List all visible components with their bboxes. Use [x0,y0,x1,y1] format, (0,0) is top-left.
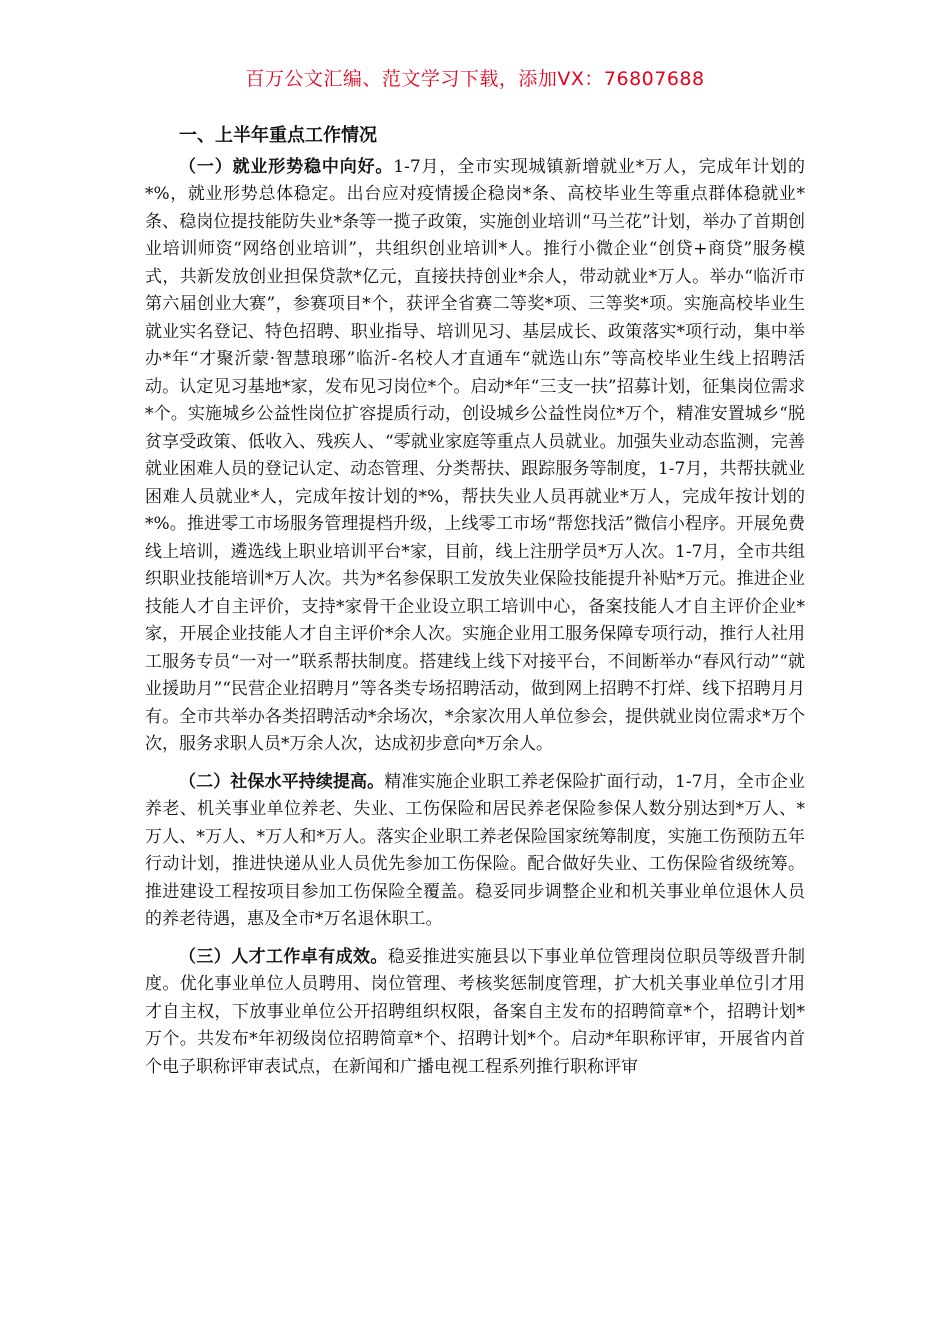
paragraph-text: 1-7月，全市实现城镇新增就业*万人，完成年计划的*%，就业形势总体稳定。出台应对疫情援企稳岗*条、高校毕业生等重点群体稳就业*条、稳岗位提技能防失业*条等一揽子政策，实施创业培训“马兰花”计划，举办了首期创业培训师资“网络创业培训”，共组织创业培训*人。推行小微企业“创贷+商贷”服务模式，共新发放创业担保贷款*亿元，直接扶持创业*余人，带动就业*万人。举办“临沂市第六届创业大赛”，参赛项目*个，获评全省赛二等奖*项、三等奖*项。实施高校毕业生就业实名登记、特色招聘、职业指导、培训见习、基层成长、政策落实*项行动，集中举办*年“才聚沂蒙·智慧琅琊”临沂-名校人才直通车“就选山东”等高校毕业生线上招聘活动。认定见习基地*家，发布见习岗位*个。启动*年“三支一扶”招募计划，征集岗位需求*个。实施城乡公益性岗位扩容提质行动，创设城乡公益性岗位*万个，精准安置城乡“脱贫享受政策、低收入、残疾人、“零就业家庭等重点人员就业。加强失业动态监测，完善就业困难人员的登记认定、动态管理、分类帮扶、跟踪服务等制度，1-7月，共帮扶就业困难人员就业*人，完成年按计划的*%，帮扶失业人员再就业*万人，完成年按计划的*%。推进零工市场服务管理提档升级，上线零工市场“帮您找活”微信小程序。开展免费线上培训，遴选线上职业培训平台*家，目前，线上注册学员*万人次。1-7月，全市共组织职业技能培训*万人次。共为*名参保职工发放失业保险技能提升补贴*万元。推进企业技能人才自主评价，支持*家骨干企业设立职工培训中心，备案技能人才自主评价企业*家，开展企业技能人才自主评价*余人次。实施企业用工服务保障专项行动，推行人社用工服务专员“一对一”联系帮扶制度。搭建线上线下对接平台，不间断举办“春风行动”“就业援助月”“民营企业招聘月”等各类专场招聘活动，做到网上招聘不打烊、线下招聘月月有。全市共举办各类招聘活动*余场次，*余家次用人单位参会，提供就业岗位需求*万个次，服务求职人员*万余人次，达成初步意向*万余人。 [145,156,806,754]
paragraph-lead: （二）社保水平持续提高。 [179,771,385,792]
paragraph-employment [145,154,805,759]
section-heading: 一、上半年重点工作情况 [179,125,377,146]
paragraph-social-security [145,769,805,934]
paragraph-text: 稳妥推进实施县以下事业单位管理岗位职员等级晋升制度。优化事业单位人员聘用、岗位管理、考核奖惩制度管理，扩大机关事业单位引才用才自主权，下放事业单位公开招聘组织权限，备案自主发布的招聘简章*个，招聘计划*万个。共发布*年初级岗位招聘简章*个、招聘计划*个。启动*年职称评审，开展省内首个电子职称评审表试点，在新闻和广播电视工程系列推行职称评审 [145,946,806,1077]
paragraph-lead: （三）人才工作卓有成效。 [179,946,388,967]
paragraph-lead: （一）就业形势稳中向好。 [179,156,394,177]
document-body [145,122,805,1091]
paragraph-talent [145,944,805,1082]
header-banner: 百万公文汇编、范文学习下载，添加VX：76807688 [245,68,705,90]
paragraph-text: 精准实施企业职工养老保险扩面行动，1-7月，全市企业养老、机关事业单位养老、失业、工伤保险和居民养老保险参保人数分别达到*万人、*万人、*万人、*万人和*万人。落实企业职工养老保险国家统筹制度，实施工伤预防五年行动计划，推进快递从业人员优先参加工伤保险。配合做好失业、工伤保险省级统筹。推进建设工程按项目参加工伤保险全覆盖。稳妥同步调整企业和机关事业单位退休人员的养老待遇，惠及全市*万名退休职工。 [145,771,806,929]
